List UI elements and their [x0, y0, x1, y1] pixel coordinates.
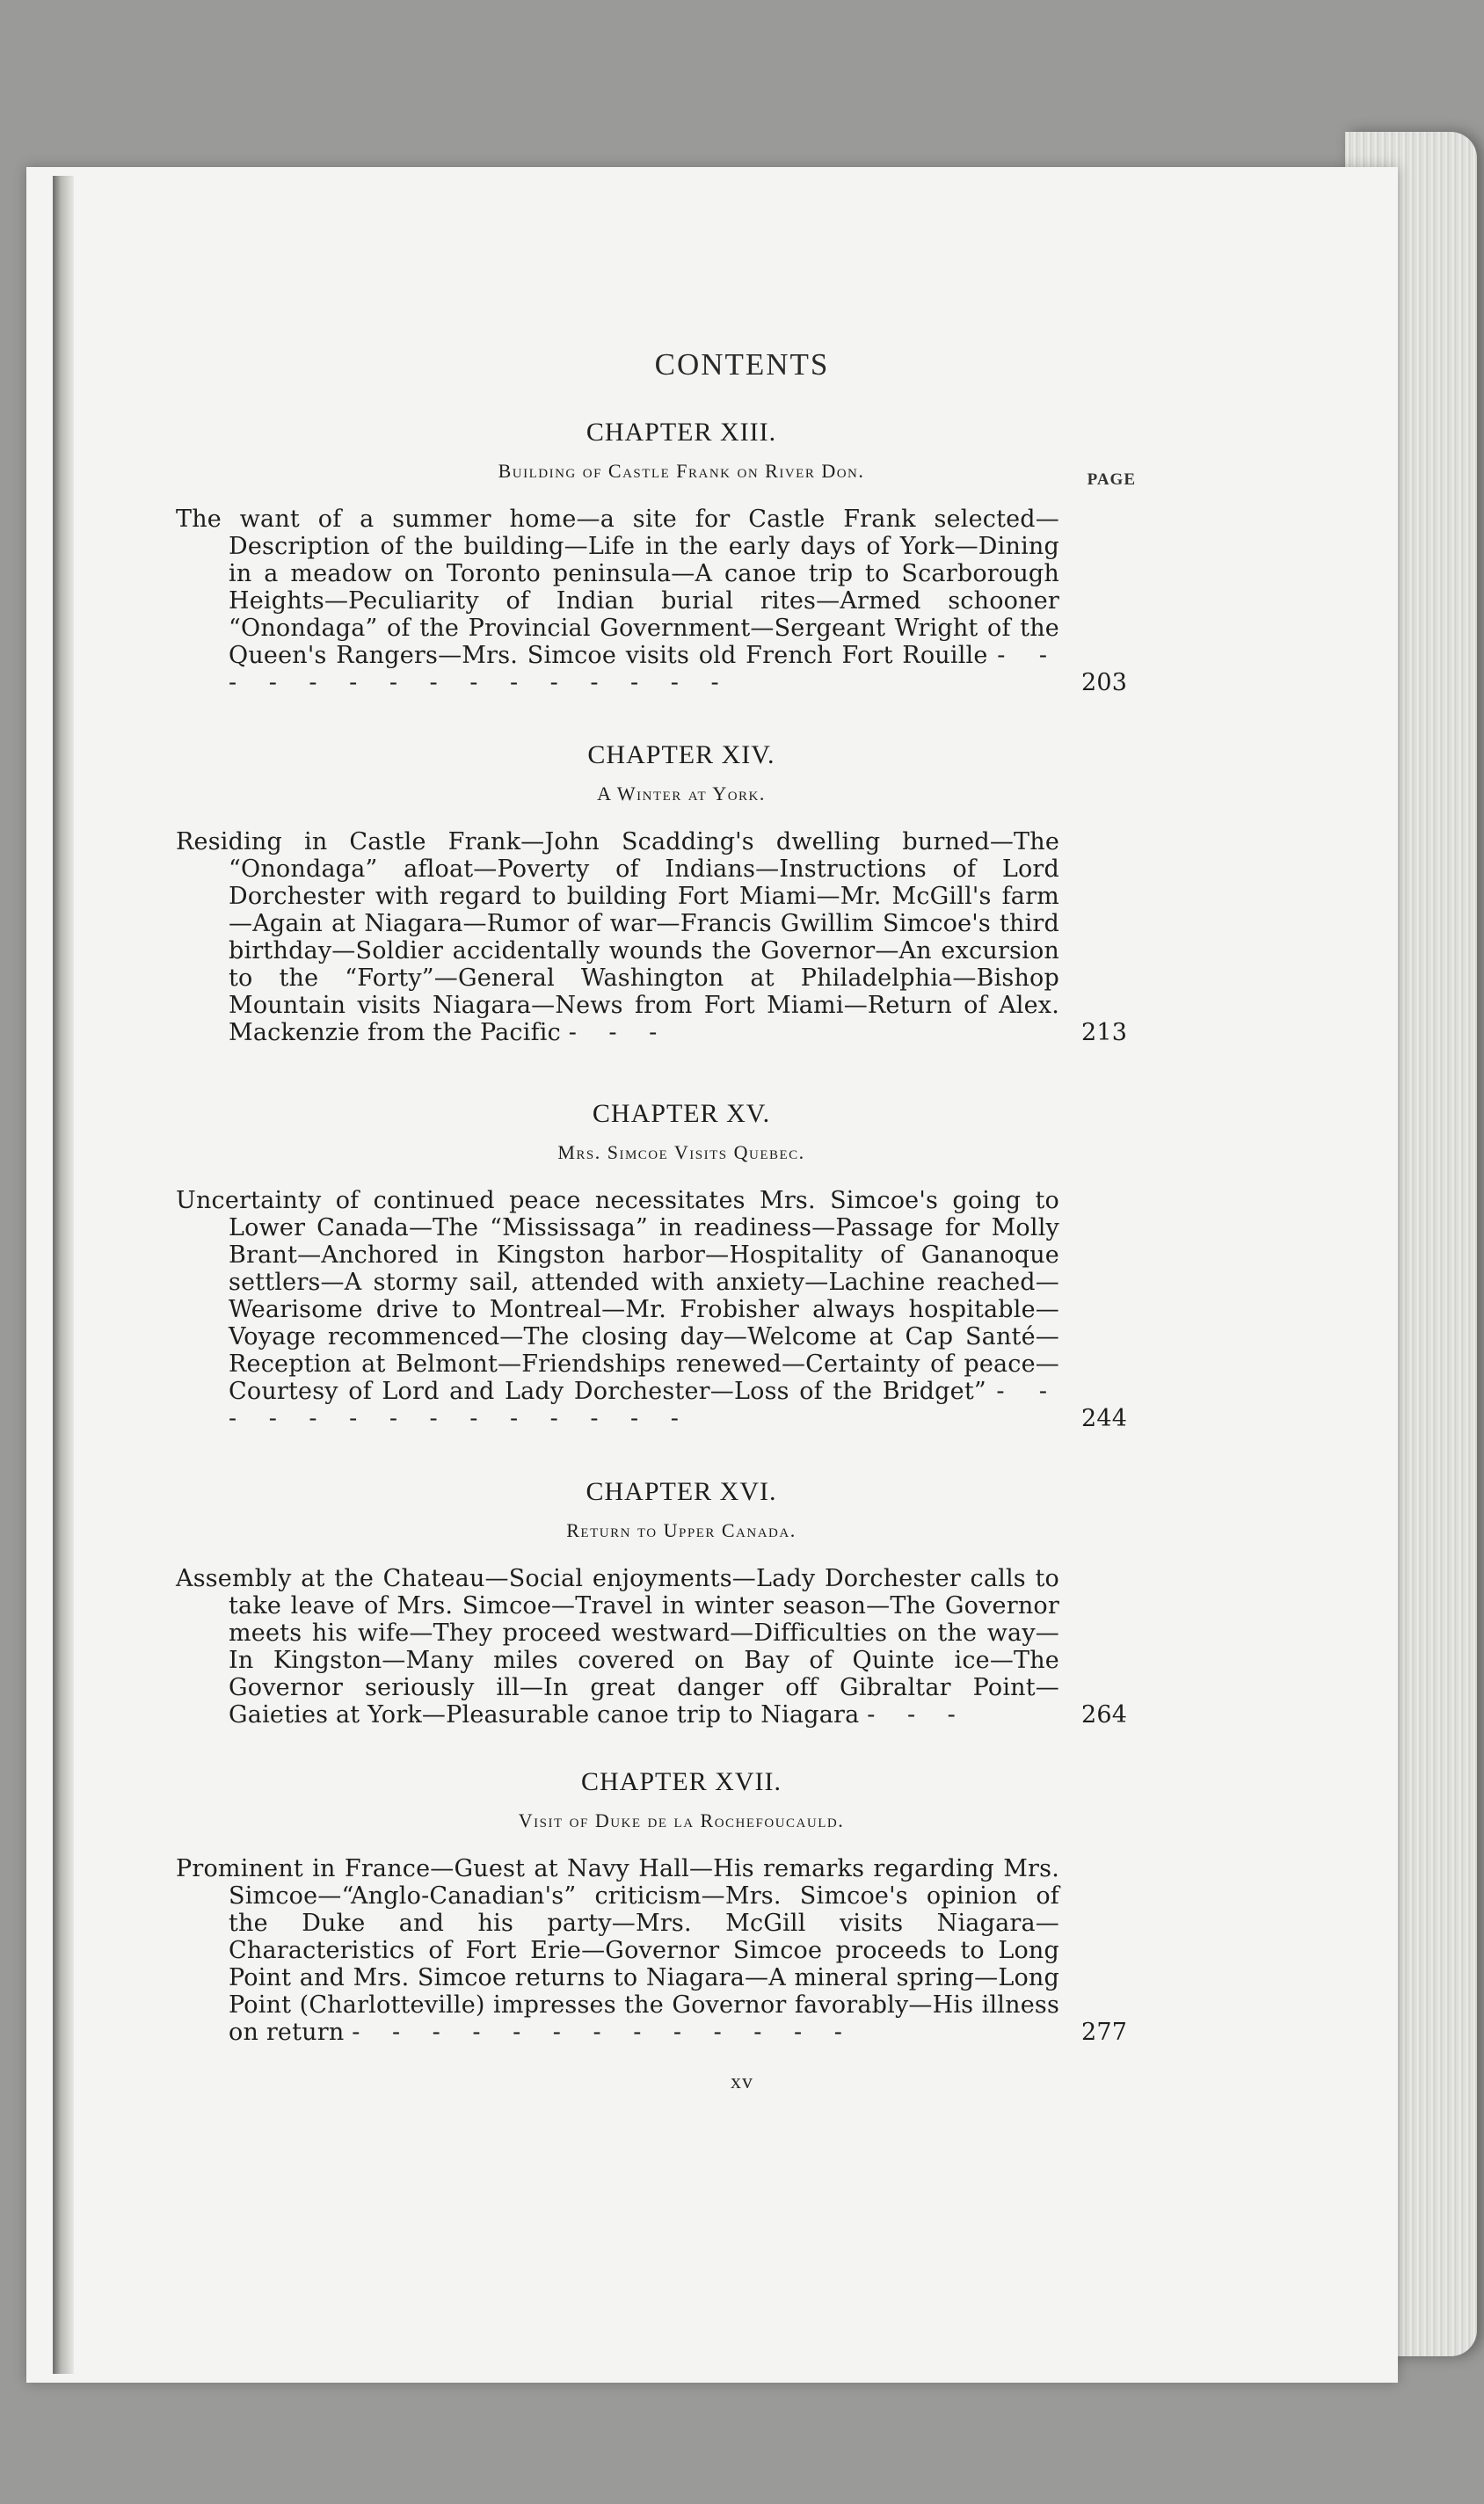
chapter-summary: Residing in Castle Frank—John Scadding's dwelling burned—The “Onondaga” afloat—Poverty of Indians—Instructions of Lord Dorchester with regard to building Fort Miami—Mr. McGill's farm—Again at Niagara—Rumor of war—Francis Gwillim Simcoe's third birthday—Soldier accidentally wounds the Governor—An excursion to the “Forty”—General Washington at Philadelphia—Bishop Mountain visits Niagara—News from Fort Miami—Return of Alex. Mackenzie from the Pacific - - - 213: [176, 828, 1128, 1046]
chapter-entry: [176, 740, 1134, 1046]
chapter-title: Visit of Duke de la Rochefoucauld.: [518, 1809, 845, 1831]
chapter-entry: [176, 1767, 1134, 2046]
dot-leader: - - -: [867, 1701, 968, 1729]
page-column-label: PAGE: [1087, 470, 1136, 489]
chapter-entry: [176, 1477, 1134, 1729]
chapter-summary-text: Prominent in France—Guest at Navy Hall—His remarks regarding Mrs. Simcoe—“Anglo-Canadian's” criticism—Mrs. Simcoe's opinion of the Duke and his party—Mrs. McGill visits Niagara—Characteristics of Fort Erie—Governor Simcoe proceeds to Long Point and Mrs. Simcoe returns to Niagara—A mineral spring—Long Point (Charlotteville) impresses the Governor favorably—His illness on return: [176, 1855, 1059, 2046]
book-gutter: [53, 176, 74, 2374]
chapter-title: Building of Castle Frank on River Don.: [498, 460, 865, 482]
chapter-title: Return to Upper Canada.: [566, 1519, 797, 1541]
dot-leader: - - - - - - - - - - - - - - -: [229, 642, 1059, 696]
dot-leader: - - - - - - - - - - - - -: [352, 2019, 855, 2046]
chapter-summary-text: Uncertainty of continued peace necessitates Mrs. Simcoe's going to Lower Canada—The “Mississaga” in readiness—Passage for Molly Brant—Anchored in Kingston harbor—Hospitality of Gananoque settlers—A stormy sail, attended with anxiety—Lachine reached—Wearisome drive to Montreal—Mr. Frobisher always hospitable—Voyage recommenced—The closing day—Welcome at Cap Santé—Reception at Belmont—Friendships renewed—Certainty of peace—Courtesy of Lord and Lady Dorchester—Loss of the Bridget”: [176, 1187, 1059, 1405]
contents-heading: CONTENTS: [654, 347, 830, 382]
chapter-entry: [176, 418, 1134, 696]
chapter-number: CHAPTER XIII.: [586, 418, 777, 447]
chapter-number: CHAPTER XVII.: [581, 1767, 782, 1796]
chapter-summary-text: Residing in Castle Frank—John Scadding's dwelling burned—The “Onondaga” afloat—Poverty of Indians—Instructions of Lord Dorchester with regard to building Fort Miami—Mr. McGill's farm—Again at Niagara—Rumor of war—Francis Gwillim Simcoe's third birthday—Soldier accidentally wounds the Governor—An excursion to the “Forty”—General Washington at Philadelphia—Bishop Mountain visits Niagara—News from Fort Miami—Return of Alex. Mackenzie from the Pacific: [176, 828, 1059, 1046]
chapter-summary-text: Assembly at the Chateau—Social enjoyments—Lady Dorchester calls to take leave of Mrs. Simcoe—Travel in winter season—The Governor meets his wife—They proceed westward—Difficulties on the way—In Kingston—Many miles covered on Bay of Quinte ice—The Governor seriously ill—In great danger off Gibraltar Point—Gaieties at York—Pleasurable canoe trip to Niagara: [176, 1565, 1059, 1729]
page-folio: xv: [731, 2071, 753, 2093]
chapter-summary: Assembly at the Chateau—Social enjoyments—Lady Dorchester calls to take leave of Mrs. Simcoe—Travel in winter season—The Governor meets his wife—They proceed westward—Difficulties on the way—In Kingston—Many miles covered on Bay of Quinte ice—The Governor seriously ill—In great danger off Gibraltar Point—Gaieties at York—Pleasurable canoe trip to Niagara - - - 264: [176, 1565, 1128, 1729]
chapter-summary: The want of a summer home—a site for Castle Frank selected—Description of the building—Life in the early days of York—Dining in a meadow on Toronto peninsula—A canoe trip to Scarborough Heights—Peculiarity of Indian burial rites—Armed schooner “Onondaga” of the Provincial Government—Sergeant Wright of the Queen's Rangers—Mrs. Simcoe visits old French Fort Rouille - - - - - - - - - - - - - - - 203: [176, 506, 1128, 696]
chapter-summary-text: The want of a summer home—a site for Castle Frank selected—Description of the building—Life in the early days of York—Dining in a meadow on Toronto peninsula—A canoe trip to Scarborough Heights—Peculiarity of Indian burial rites—Armed schooner “Onondaga” of the Provincial Government—Sergeant Wright of the Queen's Rangers—Mrs. Simcoe visits old French Fort Rouille: [176, 506, 1059, 669]
dot-leader: - - -: [568, 1019, 670, 1046]
chapter-entry: [176, 1099, 1134, 1432]
chapter-number: CHAPTER XVI.: [586, 1477, 777, 1506]
chapter-summary: Uncertainty of continued peace necessitates Mrs. Simcoe's going to Lower Canada—The “Mississaga” in readiness—Passage for Molly Brant—Anchored in Kingston harbor—Hospitality of Gananoque settlers—A stormy sail, attended with anxiety—Lachine reached—Wearisome drive to Montreal—Mr. Frobisher always hospitable—Voyage recommenced—The closing day—Welcome at Cap Santé—Reception at Belmont—Friendships renewed—Certainty of peace—Courtesy of Lord and Lady Dorchester—Loss of the Bridget” - - - - - - - - - - - - - - 244: [176, 1187, 1128, 1432]
chapter-number: CHAPTER XV.: [592, 1099, 771, 1128]
chapter-title: A Winter at York.: [597, 782, 766, 804]
chapter-number: CHAPTER XIV.: [587, 740, 775, 769]
chapter-summary: Prominent in France—Guest at Navy Hall—His remarks regarding Mrs. Simcoe—“Anglo-Canadian's” criticism—Mrs. Simcoe's opinion of the Duke and his party—Mrs. McGill visits Niagara—Characteristics of Fort Erie—Governor Simcoe proceeds to Long Point and Mrs. Simcoe returns to Niagara—A mineral spring—Long Point (Charlotteville) impresses the Governor favorably—His illness on return - - - - - - - - - - - - - 277: [176, 1855, 1128, 2046]
chapter-title: Mrs. Simcoe Visits Quebec.: [557, 1141, 805, 1163]
dot-leader: - - - - - - - - - - - - - -: [229, 1378, 1059, 1432]
